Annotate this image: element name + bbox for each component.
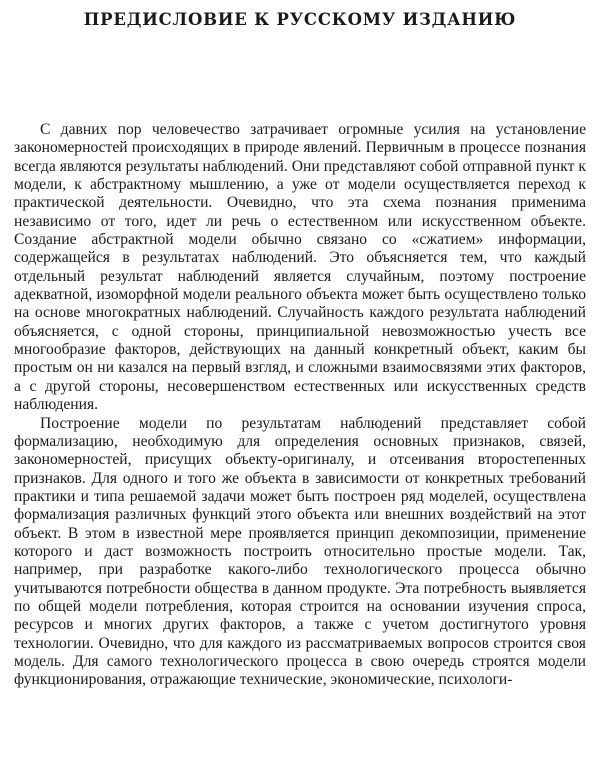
page-title: ПРЕДИСЛОВИЕ К РУССКОМУ ИЗДАНИЮ: [83, 10, 517, 29]
body-text: [14, 121, 586, 690]
paragraph-1: С давних пор человечество затрачивает огромные усилия на установление закономерностей происходящих в природе явлений. Первичным в процессе познания всегда являются результаты наблюдений. Они представляют собой отправной пункт к модели, к абстрактному мышлению, а уже от модели осуществляется переход к практической деятельности. Очевидно, что эта схема познания применима независимо от того, идет ли речь о естественном или искусственном объекте. Создание абстрактной модели обычно связано со «сжатием» информации, содержащейся в результатах наблюдений. Это объясняется тем, что каждый отдельный результат наблюдений является случайным, поэтому построение адекватной, изоморфной модели реального объекта может быть осуществлено только на основе многократных наблюдений. Случайность каждого результата наблюдений объясняется, с одной стороны, принципиальной невозможностью учесть все многообразие факторов, действующих на данный конкретный объект, каким бы простым он ни казался на первый взгляд, и сложными взаимосвязями этих факторов, а с другой стороны, несовершенством естественных или искусственных средств наблюдения.: [14, 121, 586, 414]
paragraph-2: Построение модели по результатам наблюдений представляет собой формализацию, необходимую для определения основных признаков, связей, закономерностей, присущих объекту-оригиналу, и отсеивания второстепенных признаков. Для одного и того же объекта в зависимости от конкретных требований практики и типа решаемой задачи может быть построен ряд моделей, осуществлена формализация различных функций этого объекта или внешних воздействий на этот объект. В этом в известной мере проявляется принцип декомпозиции, применение которого и даст возможность построить относительно простые модели. Так, например, при разработке какого-либо технологического процесса обычно учитываются потребности общества в данном продукте. Эта потребность выявляется по общей модели потребления, которая строится на основании изучения спроса, ресурсов и многих других факторов, а также с учетом достигнутого уровня технологии. Очевидно, что для каждого из рассматриваемых вопросов строится своя модель. Для самого технологического процесса в свою очередь строятся модели функционирования, отражающие технические, экономические, психологи-: [14, 414, 586, 689]
